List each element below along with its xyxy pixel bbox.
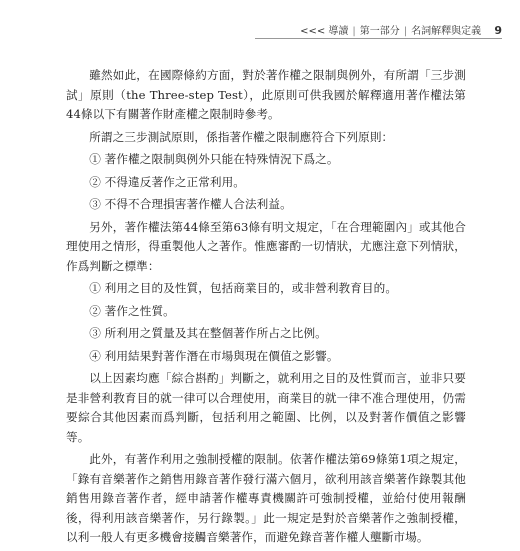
running-header	[300, 22, 502, 37]
list-item: ① 著作權之限制與例外只能在特殊情況下爲之。	[89, 152, 339, 166]
list-item: ④ 利用結果對著作潛在市場與現在價值之影響。	[89, 348, 339, 363]
header-separator: |	[352, 26, 356, 37]
list-item: ③ 不得不合理損害著作權人合法利益。	[89, 197, 292, 211]
paragraph: 另外，著作權法第44條至第63條有明文規定，「在合理範圍內」或其他合理使用之情形，得重製他人之著作。惟應審酌一切情狀，尤應注意下列情狀，作爲判斷之標準：	[66, 219, 466, 273]
header-arrows: <<<	[300, 26, 326, 37]
header-chapter: 名詞解釋與定義	[411, 26, 482, 37]
page-body	[66, 66, 466, 551]
header-part: 第一部分	[359, 26, 400, 37]
paragraph: 此外，有著作利用之強制授權的限制。依著作權法第69條第1項之規定，「錄有音樂著作之銷售用錄音著作發行滿六個月，欲利用該音樂著作錄製其他銷售用錄音著作者，經申請著作權專責機關許可強制授權，並給付使用報酬後，得利用該音樂著作，另行錄製。」此一規定是對於音樂著作之強制授權，以利一般人有更多機會接觸音樂著作，而避免錄音著作權人壟斷市場。	[66, 452, 466, 544]
list-item: ① 利用之目的及性質，包括商業目的，或非營利教育目的。	[89, 281, 398, 295]
page-number: 9	[494, 24, 502, 37]
header-section: 導讀	[328, 26, 349, 37]
paragraph: 雖然如此，在國際條約方面，對於著作權之限制與例外，有所謂「三步測試」原則（the Three-step Test），此原則可供我國於解釋適用著作權法第44條以下有關著作財產權之限制時參考。	[66, 68, 466, 121]
list-item: ② 不得違反著作之正常利用。	[89, 174, 245, 189]
paragraph: 所謂之三步測試原則，係指著作權之限制應符合下列原則：	[89, 129, 394, 144]
list-item: ② 著作之性質。	[89, 303, 175, 318]
header-separator: |	[403, 26, 408, 37]
paragraph: 以上因素均應「綜合斟酌」判斷之，就利用之目的及性質而言，並非只要是非營利教育目的就一律可以合理使用，商業目的就一律不准合理使用，仍需要綜合其他因素而爲判斷，包括利用之範圍、比例，以及對著作價值之影響等。	[66, 371, 466, 444]
list-item: ③ 所利用之質量及其在整個著作所占之比例。	[89, 326, 327, 340]
header-rule	[255, 38, 502, 39]
